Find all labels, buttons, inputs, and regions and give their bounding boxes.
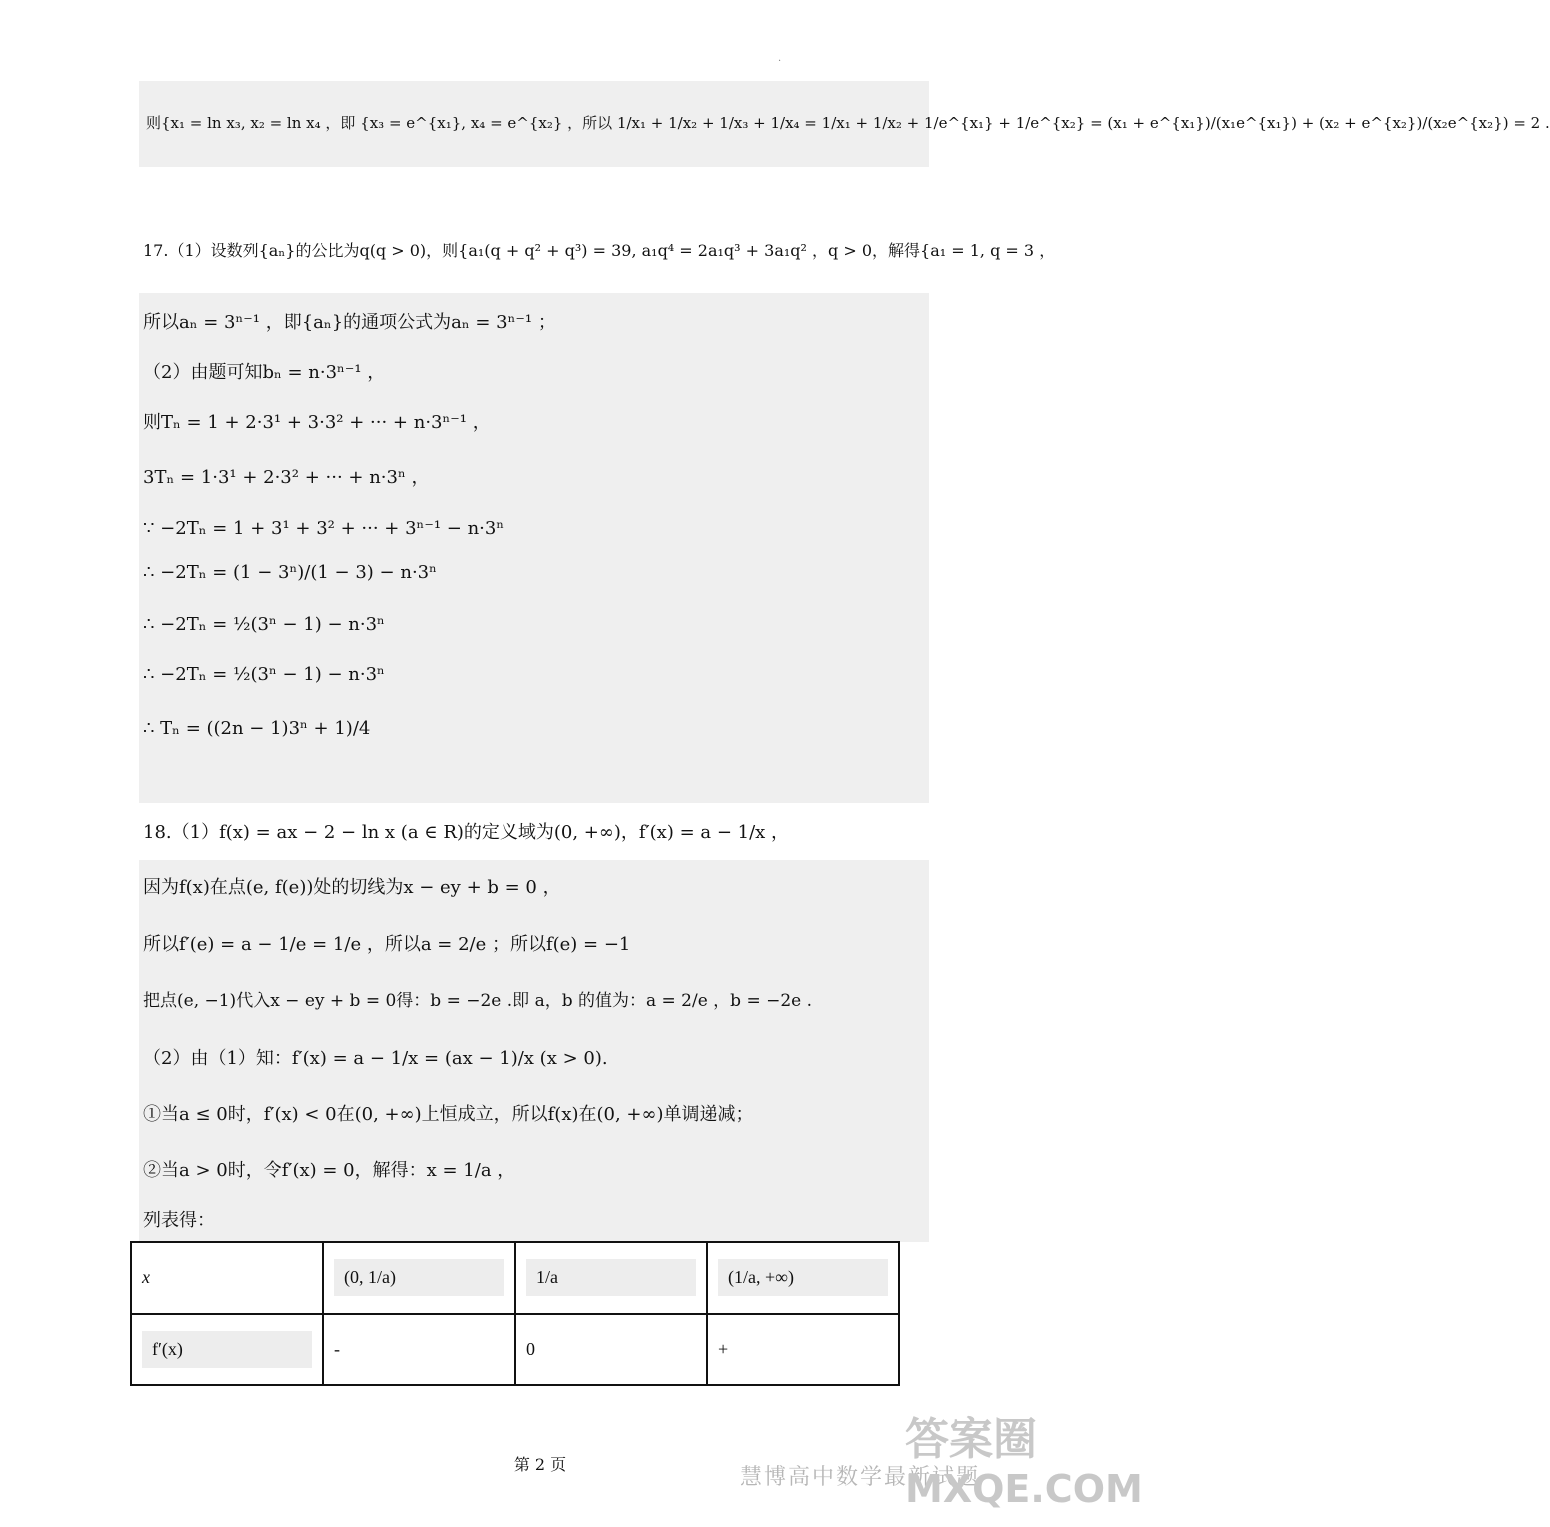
table-row — [131, 1242, 899, 1314]
watermark-logo-top: 答案圈 — [905, 1414, 1037, 1465]
table-cell — [131, 1314, 323, 1386]
q18-line8: 列表得： — [143, 1210, 215, 1231]
table-cell — [131, 1242, 323, 1314]
q18-line1: 18.（1）f(x) = ax − 2 − ln x (a ∈ R)的定义域为(0, +∞)，f′(x) = a − 1/x ， — [143, 822, 790, 843]
q17-line4: 则Tₙ = 1 + 2·3¹ + 3·3² + ··· + n·3ⁿ⁻¹ ， — [143, 412, 491, 433]
table-cell — [323, 1314, 515, 1386]
watermark-channel: 慧博高中数学最新试题 — [740, 1465, 981, 1490]
q17-line6: ∵ −2Tₙ = 1 + 3¹ + 3² + ··· + 3ⁿ⁻¹ − n·3ⁿ — [143, 518, 505, 539]
q18-line3: 所以f′(e) = a − 1/e = 1/e ，所以a = 2/e ；所以f(e) = −1 — [143, 934, 631, 955]
header-critical: 1/a — [526, 1259, 696, 1296]
header-interval-1: (0, 1/a) — [334, 1259, 504, 1296]
q17-line9: ∴ −2Tₙ = ½(3ⁿ − 1) − n·3ⁿ — [143, 664, 385, 685]
table-cell — [707, 1242, 899, 1314]
watermark-logo-bottom: MXQE.COM — [905, 1467, 1143, 1511]
q17-line2: 所以aₙ = 3ⁿ⁻¹ ，即{aₙ}的通项公式为aₙ = 3ⁿ⁻¹ ； — [143, 312, 556, 333]
q16-text: 则{x₁ = ln x₃, x₂ = ln x₄ ，即 {x₃ = e^{x₁}, x₄ = e^{x₂} ，所以 1/x₁ + 1/x₂ + 1/x₃ + 1/x₄ = 1/x₁ + 1/x₂ + 1/e^{x₁} + 1/e^{x₂} = (x₁ + e^{x₁})/(x₁e^{x₁}) + (x₂ + e^{x₂})/(x₂e^{x₂}) = 2 . — [146, 114, 1550, 132]
header-interval-2: (1/a, +∞) — [718, 1259, 888, 1296]
table-cell — [515, 1314, 707, 1386]
header-x: x — [142, 1267, 150, 1288]
q17-line1: 17.（1）设数列{aₙ}的公比为q(q > 0)，则{a₁(q + q² + q³) = 39, a₁q⁴ = 2a₁q³ + 3a₁q² ，q > 0，解得{a₁ = 1, q = 3 ， — [143, 241, 1056, 260]
q17-line8: ∴ −2Tₙ = ½(3ⁿ − 1) − n·3ⁿ — [143, 614, 385, 635]
sign-table — [130, 1241, 900, 1386]
q17-line5: 3Tₙ = 1·3¹ + 2·3² + ··· + n·3ⁿ ， — [143, 467, 430, 488]
q17-line7: ∴ −2Tₙ = (1 − 3ⁿ)/(1 − 3) − n·3ⁿ — [143, 562, 437, 583]
sign-1: - — [334, 1338, 340, 1359]
table-cell — [323, 1242, 515, 1314]
q17-line10: ∴ Tₙ = ((2n − 1)3ⁿ + 1)/4 — [143, 718, 371, 739]
q18-line5: （2）由（1）知：f′(x) = a − 1/x = (ax − 1)/x (x > 0). — [143, 1048, 608, 1069]
q18-line4: 把点(e, −1)代入x − ey + b = 0得：b = −2e .即 a，b 的值为：a = 2/e ，b = −2e . — [143, 991, 813, 1011]
q18-line7: ②当a > 0时，令f′(x) = 0，解得：x = 1/a ， — [143, 1160, 516, 1181]
q18-line2: 因为f(x)在点(e, f(e))处的切线为x − ey + b = 0 ， — [143, 877, 561, 898]
page-mark: · — [778, 56, 782, 67]
table-cell — [515, 1242, 707, 1314]
page-number: 第 2 页 — [513, 1455, 567, 1474]
q18-line6: ①当a ≤ 0时，f′(x) < 0在(0, +∞)上恒成立，所以f(x)在(0, +∞)单调递减； — [143, 1104, 754, 1125]
table-cell — [707, 1314, 899, 1386]
sign-2: 0 — [526, 1338, 535, 1359]
q17-line3: （2）由题可知bₙ = n·3ⁿ⁻¹ ， — [143, 362, 386, 383]
row-label: f′(x) — [142, 1331, 312, 1368]
sign-3: + — [718, 1338, 729, 1359]
table-row — [131, 1314, 899, 1386]
